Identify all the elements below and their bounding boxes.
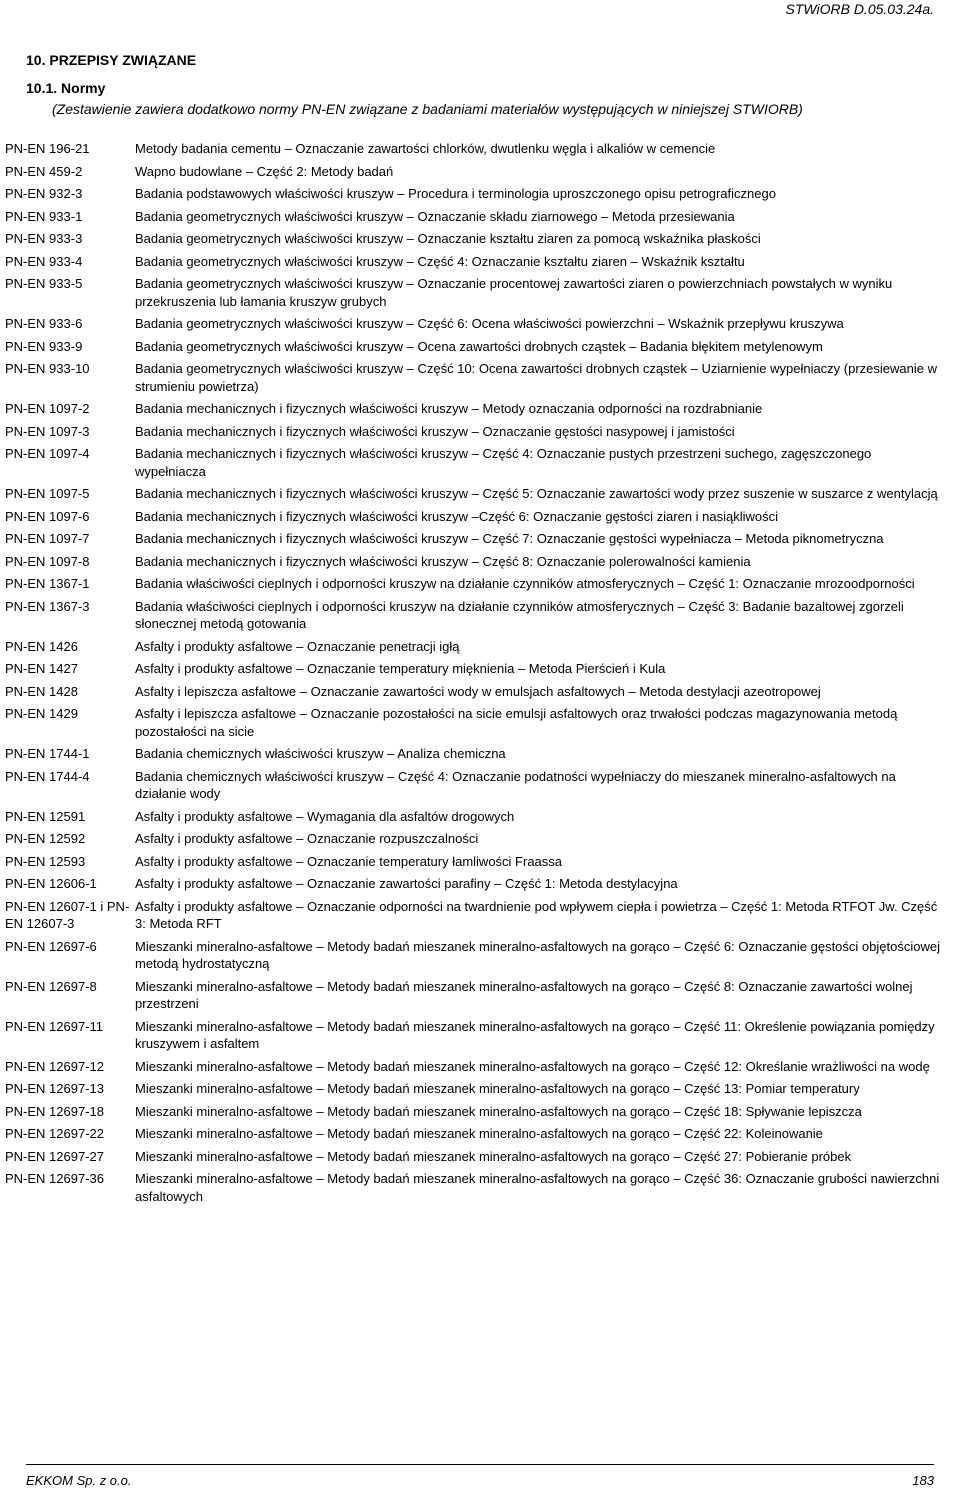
standards-list bbox=[0, 140, 960, 1210]
standard-code: PN-EN 933-3 bbox=[5, 231, 83, 246]
standard-title: Badania mechanicznych i fizycznych właściwości kruszyw – Część 5: Oznaczanie zawartości wody przez suszenie w suszarce z wentylacją bbox=[135, 486, 938, 501]
standard-code: PN-EN 12697-22 bbox=[5, 1126, 104, 1141]
standard-code: PN-EN 12607-1 i PN-EN 12607-3 bbox=[5, 898, 130, 931]
standard-title: Badania mechanicznych i fizycznych właściwości kruszyw – Metody oznaczania odporności na rozdrabnianie bbox=[135, 401, 763, 416]
standard-code: PN-EN 1097-7 bbox=[5, 531, 90, 546]
standard-title: Asfalty i produkty asfaltowe – Oznaczanie penetracji igłą bbox=[135, 638, 460, 654]
standard-code: PN-EN 1744-4 bbox=[5, 768, 90, 784]
standard-code: PN-EN 933-9 bbox=[5, 338, 83, 354]
standard-title: Mieszanki mineralno-asfaltowe – Metody badań mieszanek mineralno-asfaltowych na gorąco – Część 6: Oznaczanie gęstości objętościowej metodą hydrostatyczną bbox=[135, 938, 940, 971]
standard-code: PN-EN 12697-8 bbox=[5, 978, 97, 994]
standard-title: Badania chemicznych właściwości kruszyw – Część 4: Oznaczanie podatności wypełniaczy do mieszanek mineralno-asfaltowych na działanie wody bbox=[135, 768, 896, 801]
standard-code: PN-EN 1097-5 bbox=[5, 486, 90, 501]
standard-code: PN-EN 1097-8 bbox=[5, 553, 90, 569]
standard-code: PN-EN 12697-18 bbox=[5, 1103, 104, 1119]
standard-row bbox=[0, 1018, 960, 1053]
standard-code: PN-EN 459-2 bbox=[5, 163, 83, 179]
standard-title: Asfalty i produkty asfaltowe – Oznaczanie zawartości parafiny – Część 1: Metoda destylacyjna bbox=[135, 876, 678, 891]
footer-company: EKKOM Sp. z o.o. bbox=[26, 1473, 132, 1488]
document-code: STWiORB D.05.03.24a. bbox=[785, 1, 934, 17]
standard-title: Asfalty i produkty asfaltowe – Wymagania dla asfaltów drogowych bbox=[135, 808, 515, 824]
standard-row bbox=[0, 575, 960, 593]
standard-code: PN-EN 1097-4 bbox=[5, 446, 90, 461]
standard-code: PN-EN 12697-13 bbox=[5, 1081, 104, 1096]
standard-title: Badania geometrycznych właściwości kruszyw – Ocena zawartości drobnych cząstek – Badania błękitem metylenowym bbox=[135, 338, 823, 354]
standard-code: PN-EN 1367-3 bbox=[5, 598, 90, 614]
section-note: (Zestawienie zawiera dodatkowo normy PN-EN związane z badaniami materiałów występujących w niniejszej STWIORB) bbox=[52, 101, 803, 117]
footer-divider bbox=[26, 1464, 934, 1465]
standard-title: Badania mechanicznych i fizycznych właściwości kruszyw – Część 8: Oznaczanie polerowalności kamienia bbox=[135, 553, 751, 569]
standard-row bbox=[0, 745, 960, 763]
standard-row bbox=[0, 683, 960, 701]
standard-title: Wapno budowlane – Część 2: Metody badań bbox=[135, 163, 394, 179]
standard-title: Badania geometrycznych właściwości kruszyw – Oznaczanie kształtu ziaren za pomocą wskaźnika płaskości bbox=[135, 231, 761, 246]
standard-title: Badania podstawowych właściwości kruszyw – Procedura i terminologia uproszczonego opisu petrograficznego bbox=[135, 186, 776, 201]
standard-title: Mieszanki mineralno-asfaltowe – Metody badań mieszanek mineralno-asfaltowych na gorąco – Część 12: Określanie wrażliwości na wodę bbox=[135, 1058, 930, 1074]
standard-code: PN-EN 1427 bbox=[5, 661, 78, 676]
standard-title: Mieszanki mineralno-asfaltowe – Metody badań mieszanek mineralno-asfaltowych na gorąco – Część 11: Określenie powiązania pomiędzy kruszywem i asfaltem bbox=[135, 1018, 935, 1051]
subsection-title: 10.1. Normy bbox=[26, 80, 106, 96]
standard-row bbox=[0, 530, 960, 548]
standard-code: PN-EN 1097-2 bbox=[5, 401, 90, 416]
standard-title: Asfalty i produkty asfaltowe – Oznaczanie odporności na twardnienie pod wpływem ciepła i powietrza – Część 1: Metoda RTFOT Jw. Część 3: Metoda RFT bbox=[135, 898, 938, 931]
standard-title: Badania mechanicznych i fizycznych właściwości kruszyw – Oznaczanie gęstości nasypowej i jamistości bbox=[135, 423, 735, 439]
standard-row bbox=[0, 445, 960, 480]
standard-code: PN-EN 12697-12 bbox=[5, 1058, 104, 1074]
standard-title: Mieszanki mineralno-asfaltowe – Metody badań mieszanek mineralno-asfaltowych na gorąco – Część 22: Koleinowanie bbox=[135, 1126, 823, 1141]
standard-row bbox=[0, 705, 960, 740]
standard-row bbox=[0, 208, 960, 226]
standard-code: PN-EN 196-21 bbox=[5, 141, 90, 156]
standard-title: Badania geometrycznych właściwości kruszyw – Część 10: Ocena zawartości drobnych cząstek – Uziarnienie wypełniaczy (przesiewanie w strumieniu powietrza) bbox=[135, 361, 938, 394]
standard-code: PN-EN 1744-1 bbox=[5, 746, 90, 761]
standard-title: Mieszanki mineralno-asfaltowe – Metody badań mieszanek mineralno-asfaltowych na gorąco – Część 13: Pomiar temperatury bbox=[135, 1081, 860, 1096]
standard-row bbox=[0, 660, 960, 678]
standard-row bbox=[0, 830, 960, 848]
standard-row bbox=[0, 423, 960, 441]
standard-code: PN-EN 1367-1 bbox=[5, 576, 90, 591]
standard-row bbox=[0, 400, 960, 418]
standard-title: Mieszanki mineralno-asfaltowe – Metody badań mieszanek mineralno-asfaltowych na gorąco – Część 36: Oznaczanie grubości nawierzchni asfaltowych bbox=[135, 1171, 940, 1204]
standard-row bbox=[0, 978, 960, 1013]
standard-title: Asfalty i produkty asfaltowe – Oznaczanie temperatury łamliwości Fraassa bbox=[135, 853, 563, 869]
standard-row bbox=[0, 638, 960, 656]
standard-code: PN-EN 12697-11 bbox=[5, 1018, 104, 1034]
standard-code: PN-EN 1097-6 bbox=[5, 508, 90, 524]
standard-row bbox=[0, 508, 960, 526]
page-number: 183 bbox=[912, 1473, 934, 1488]
standard-row bbox=[0, 1125, 960, 1143]
standard-title: Asfalty i produkty asfaltowe – Oznaczanie rozpuszczalności bbox=[135, 831, 479, 846]
standard-title: Badania geometrycznych właściwości kruszyw – Oznaczanie składu ziarnowego – Metoda przesiewania bbox=[135, 208, 735, 224]
standard-row bbox=[0, 1148, 960, 1166]
standard-title: Asfalty i lepiszcza asfaltowe – Oznaczanie pozostałości na sicie emulsji asfaltowych oraz trwałości podczas magazynowania metodą pozostałości na sicie bbox=[135, 706, 898, 739]
standard-title: Badania geometrycznych właściwości kruszyw – Oznaczanie procentowej zawartości ziaren o powierzchniach powstałych w wyniku przekruszenia lub łamania kruszyw grubych bbox=[135, 276, 893, 309]
standard-row bbox=[0, 553, 960, 571]
standard-title: Mieszanki mineralno-asfaltowe – Metody badań mieszanek mineralno-asfaltowych na gorąco – Część 8: Oznaczanie zawartości wolnej przestrzeni bbox=[135, 978, 913, 1011]
standard-row bbox=[0, 315, 960, 333]
standard-title: Badania mechanicznych i fizycznych właściwości kruszyw – Część 4: Oznaczanie pustych przestrzeni suchego, zagęszczonego wypełniacza bbox=[135, 446, 872, 479]
standard-title: Badania mechanicznych i fizycznych właściwości kruszyw – Część 7: Oznaczanie gęstości wypełniacza – Metoda piknometryczna bbox=[135, 531, 884, 546]
standard-row bbox=[0, 1080, 960, 1098]
standard-title: Asfalty i lepiszcza asfaltowe – Oznaczanie zawartości wody w emulsjach asfaltowych – Metoda destylacji azeotropowej bbox=[135, 683, 821, 699]
standard-code: PN-EN 12697-36 bbox=[5, 1171, 104, 1186]
standard-code: PN-EN 12697-6 bbox=[5, 938, 97, 954]
standard-code: PN-EN 933-6 bbox=[5, 316, 83, 331]
standard-row bbox=[0, 938, 960, 973]
standard-code: PN-EN 1097-3 bbox=[5, 423, 90, 439]
standard-row bbox=[0, 808, 960, 826]
standard-row bbox=[0, 1058, 960, 1076]
standard-code: PN-EN 1429 bbox=[5, 706, 78, 721]
standard-code: PN-EN 933-5 bbox=[5, 276, 83, 291]
standard-row bbox=[0, 140, 960, 158]
standard-title: Badania właściwości cieplnych i odporności kruszyw na działanie czynników atmosferycznych – Część 3: Badanie bazaltowej zgorzeli słonecznej metodą gotowania bbox=[135, 598, 904, 631]
standard-code: PN-EN 1428 bbox=[5, 683, 78, 699]
standard-row bbox=[0, 275, 960, 310]
standard-title: Mieszanki mineralno-asfaltowe – Metody badań mieszanek mineralno-asfaltowych na gorąco – Część 27: Pobieranie próbek bbox=[135, 1148, 852, 1164]
standard-row bbox=[0, 768, 960, 803]
standard-code: PN-EN 12606-1 bbox=[5, 876, 97, 891]
standard-title: Metody badania cementu – Oznaczanie zawartości chlorków, dwutlenku węgla i alkaliów w cemencie bbox=[135, 141, 716, 156]
standard-row bbox=[0, 598, 960, 633]
standard-code: PN-EN 933-4 bbox=[5, 253, 83, 269]
section-title: 10. PRZEPISY ZWIĄZANE bbox=[26, 52, 197, 68]
standard-title: Badania geometrycznych właściwości kruszyw – Część 4: Oznaczanie kształtu ziaren – Wskaźnik kształtu bbox=[135, 253, 745, 269]
standard-row bbox=[0, 185, 960, 203]
standard-row bbox=[0, 253, 960, 271]
standard-title: Badania mechanicznych i fizycznych właściwości kruszyw –Część 6: Oznaczanie gęstości ziaren i nasiąkliwości bbox=[135, 508, 779, 524]
standard-title: Badania geometrycznych właściwości kruszyw – Część 6: Ocena właściwości powierzchni – Wskaźnik przepływu kruszywa bbox=[135, 316, 844, 331]
standard-code: PN-EN 933-10 bbox=[5, 361, 90, 376]
standard-title: Mieszanki mineralno-asfaltowe – Metody badań mieszanek mineralno-asfaltowych na gorąco – Część 18: Spływanie lepiszcza bbox=[135, 1103, 862, 1119]
standard-row bbox=[0, 898, 960, 933]
standard-row bbox=[0, 338, 960, 356]
standard-row bbox=[0, 163, 960, 181]
standard-code: PN-EN 932-3 bbox=[5, 186, 83, 201]
standard-row bbox=[0, 1103, 960, 1121]
standard-code: PN-EN 933-1 bbox=[5, 208, 83, 224]
standard-row bbox=[0, 485, 960, 503]
standard-title: Badania chemicznych właściwości kruszyw – Analiza chemiczna bbox=[135, 746, 506, 761]
standard-row bbox=[0, 1170, 960, 1205]
standard-row bbox=[0, 230, 960, 248]
standard-code: PN-EN 12592 bbox=[5, 831, 86, 846]
standard-row bbox=[0, 875, 960, 893]
standard-code: PN-EN 12697-27 bbox=[5, 1148, 104, 1164]
standard-code: PN-EN 12593 bbox=[5, 853, 86, 869]
standard-code: PN-EN 12591 bbox=[5, 808, 86, 824]
standard-title: Asfalty i produkty asfaltowe – Oznaczanie temperatury mięknienia – Metoda Pierścień i Kula bbox=[135, 661, 666, 676]
standard-row bbox=[0, 853, 960, 871]
standard-code: PN-EN 1426 bbox=[5, 638, 78, 654]
standard-title: Badania właściwości cieplnych i odporności kruszyw na działanie czynników atmosferycznych – Część 1: Oznaczanie mrozoodporności bbox=[135, 576, 915, 591]
standard-row bbox=[0, 360, 960, 395]
